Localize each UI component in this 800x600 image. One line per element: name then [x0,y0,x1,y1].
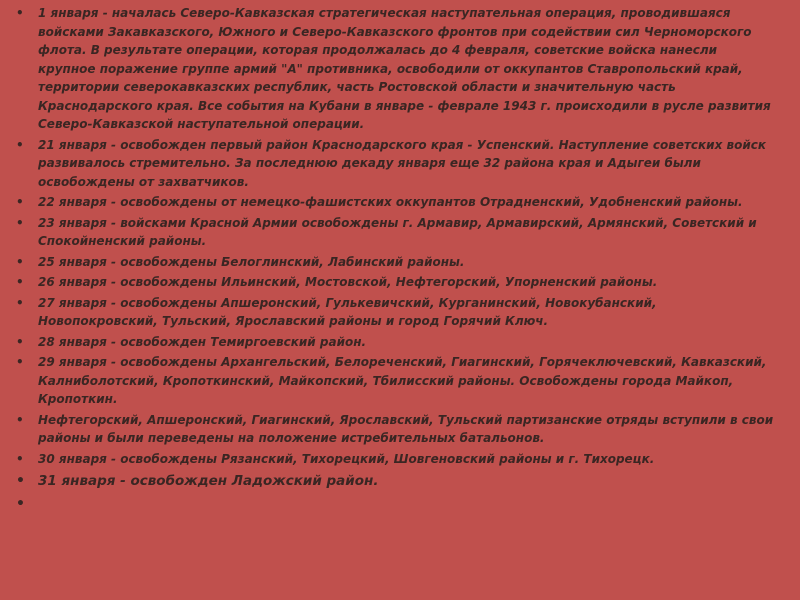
list-item-text: 28 января - освобожден Темиргоевский район. [38,334,367,349]
bullet: • [16,195,24,209]
bullet: • [16,334,24,349]
list-item [14,333,774,352]
list-item-text: Нефтегорский, Апшеронский, Гиагинский, Ярославский, Тульский партизанские отряды вступили в свои районы и были переведены на положение истребительных батальонов. [38,412,774,445]
bullet: • [16,254,24,269]
bullet: • [16,451,24,466]
list-item [14,4,774,134]
list-item-text: 26 января - освобождены Ильинский, Мостовской, Нефтегорский, Упорненский районы. [38,275,658,289]
list-item [14,353,774,409]
list-item [14,193,774,212]
bullet: • [16,295,24,310]
list-item [14,294,774,331]
list-item-text: 25 января - освобождены Белоглинский, Лабинский районы. [38,254,465,269]
list-item [14,471,774,491]
list-item-text: 22 января - освобождены от немецко-фашистских оккупантов Отрадненский, Удобненский районы. [38,195,743,209]
list-item [14,450,774,469]
list-item [14,214,774,251]
bullet: • [16,355,24,369]
bullet: • [16,412,24,427]
bullet: • [16,496,25,512]
empty-list-item [14,494,774,514]
list-item-text: 23 января - войсками Красной Армии освобождены г. Армавир, Армавирский, Армянский, Советский и Спокойненский районы. [38,215,757,248]
list-item [14,273,774,292]
list-item-text: 27 января - освобождены Апшеронский, Гулькевичский, Курганинский, Новокубанский, Новопокровский, Тульский, Ярославский районы и город Горячий Ключ. [38,295,657,328]
bullet: • [16,137,24,152]
bullet: • [16,215,24,230]
list-item-text: 30 января - освобождены Рязанский, Тихорецкий, Шовгеновский районы и г. Тихорецк. [38,451,655,466]
list-item-text: 31 января - освобожден Ладожский район. [38,473,379,489]
bullet: • [16,275,24,289]
list-item-text: 1 января - началась Северо-Кавказская стратегическая наступательная операция, проводившаяся войсками Закавказского, Южного и Северо-Кавказского фронтов при содействии сил Черноморского флота. В результате операции, которая продолжалась до 4 февраля, советские войска нанесли крупное поражение группе армий "А" противника, освободили от оккупантов Ставропольский край, территории северокавказских республик, часть Ростовской области и значительную часть Краснодарского края. Все события на Кубани в январе - феврале 1943 г. происходили в русле развития Северо-Кавказской наступательной операции. [38,6,771,131]
list-item-text: 29 января - освобождены Архангельский, Белореченский, Гиагинский, Горячеключевский, Кавказский, Калниболотский, Кропоткинский, Майкопский, Тбилисский районы. Освобождены города Майкоп, Кропоткин. [38,355,767,406]
list-item [14,411,774,448]
bullet: • [16,473,25,489]
list-item-text: 21 января - освобожден первый район Краснодарского края - Успенский. Наступление советских войск развивалось стремительно. За последнюю декаду января еще 32 района края и Адыгеи были освобождены от захватчиков. [38,137,766,189]
list-item [14,253,774,272]
event-list [14,4,774,514]
list-item [14,136,774,192]
bullet: • [16,6,24,20]
